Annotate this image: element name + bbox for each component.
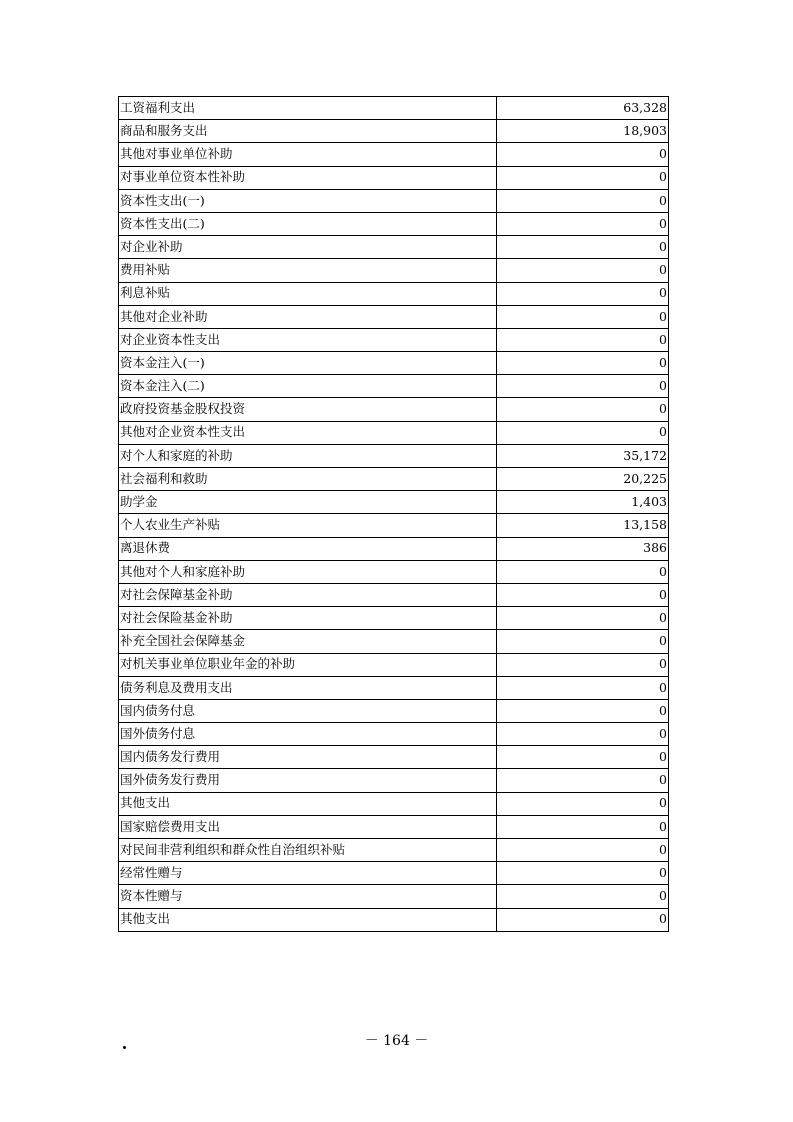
row-label: 其他对事业单位补助 — [119, 143, 497, 166]
row-value: 0 — [497, 583, 669, 606]
row-label: 费用补贴 — [119, 259, 497, 282]
row-value: 0 — [497, 607, 669, 630]
row-label: 个人农业生产补贴 — [119, 514, 497, 537]
table-row — [119, 468, 669, 491]
row-value: 18,903 — [497, 120, 669, 143]
row-value: 0 — [497, 769, 669, 792]
table-row — [119, 653, 669, 676]
row-label: 资本性赠与 — [119, 885, 497, 908]
row-value: 0 — [497, 815, 669, 838]
row-label: 补充全国社会保障基金 — [119, 630, 497, 653]
table-row — [119, 212, 669, 235]
table-row — [119, 421, 669, 444]
row-value: 0 — [497, 723, 669, 746]
row-label: 资本金注入(二) — [119, 375, 497, 398]
row-value: 0 — [497, 328, 669, 351]
dot-mark — [123, 1046, 126, 1049]
table-row — [119, 560, 669, 583]
row-value: 0 — [497, 746, 669, 769]
table-row — [119, 792, 669, 815]
row-label: 其他支出 — [119, 908, 497, 931]
row-value: 0 — [497, 653, 669, 676]
row-value: 0 — [497, 699, 669, 722]
table-row — [119, 885, 669, 908]
row-label: 政府投资基金股权投资 — [119, 398, 497, 421]
row-value: 0 — [497, 630, 669, 653]
row-label: 经常性赠与 — [119, 862, 497, 885]
row-value: 63,328 — [497, 97, 669, 120]
table-row — [119, 491, 669, 514]
row-label: 国内债务付息 — [119, 699, 497, 722]
row-label: 对企业资本性支出 — [119, 328, 497, 351]
row-value: 0 — [497, 676, 669, 699]
page-number: － 164 － — [364, 1033, 429, 1049]
row-value: 0 — [497, 421, 669, 444]
table-row — [119, 583, 669, 606]
row-value: 0 — [497, 259, 669, 282]
table-row — [119, 769, 669, 792]
table-row — [119, 236, 669, 259]
budget-table-body — [119, 97, 669, 932]
row-label: 其他对企业资本性支出 — [119, 421, 497, 444]
row-label: 利息补贴 — [119, 282, 497, 305]
table-row — [119, 676, 669, 699]
table-row — [119, 189, 669, 212]
row-label: 国外债务发行费用 — [119, 769, 497, 792]
row-value: 0 — [497, 839, 669, 862]
row-label: 资本金注入(一) — [119, 352, 497, 375]
row-value: 0 — [497, 398, 669, 421]
row-value: 0 — [497, 189, 669, 212]
row-label: 商品和服务支出 — [119, 120, 497, 143]
row-label: 其他对个人和家庭补助 — [119, 560, 497, 583]
row-value: 386 — [497, 537, 669, 560]
table-row — [119, 166, 669, 189]
row-value: 0 — [497, 282, 669, 305]
row-value: 35,172 — [497, 444, 669, 467]
row-label: 工资福利支出 — [119, 97, 497, 120]
budget-table — [118, 96, 669, 932]
table-row — [119, 699, 669, 722]
table-row — [119, 607, 669, 630]
row-label: 债务利息及费用支出 — [119, 676, 497, 699]
table-row — [119, 444, 669, 467]
row-value: 20,225 — [497, 468, 669, 491]
row-value: 0 — [497, 305, 669, 328]
table-row — [119, 630, 669, 653]
row-value: 0 — [497, 862, 669, 885]
row-label: 资本性支出(二) — [119, 212, 497, 235]
table-row — [119, 97, 669, 120]
row-label: 其他支出 — [119, 792, 497, 815]
row-value: 0 — [497, 143, 669, 166]
table-row — [119, 282, 669, 305]
row-value: 0 — [497, 212, 669, 235]
row-value: 0 — [497, 236, 669, 259]
row-label: 国外债务付息 — [119, 723, 497, 746]
row-label: 社会福利和救助 — [119, 468, 497, 491]
table-row — [119, 514, 669, 537]
table-row — [119, 839, 669, 862]
row-label: 资本性支出(一) — [119, 189, 497, 212]
row-label: 对机关事业单位职业年金的补助 — [119, 653, 497, 676]
table-row — [119, 537, 669, 560]
table-row — [119, 120, 669, 143]
table-row — [119, 352, 669, 375]
row-value: 0 — [497, 885, 669, 908]
row-label: 对企业补助 — [119, 236, 497, 259]
table-row — [119, 328, 669, 351]
row-label: 国内债务发行费用 — [119, 746, 497, 769]
table-row — [119, 259, 669, 282]
row-label: 对社会保障基金补助 — [119, 583, 497, 606]
row-value: 0 — [497, 560, 669, 583]
row-value: 0 — [497, 352, 669, 375]
row-value: 13,158 — [497, 514, 669, 537]
row-label: 国家赔偿费用支出 — [119, 815, 497, 838]
row-label: 对事业单位资本性补助 — [119, 166, 497, 189]
table-row — [119, 375, 669, 398]
row-value: 0 — [497, 166, 669, 189]
row-label: 对社会保险基金补助 — [119, 607, 497, 630]
row-label: 其他对企业补助 — [119, 305, 497, 328]
table-row — [119, 143, 669, 166]
row-label: 对个人和家庭的补助 — [119, 444, 497, 467]
row-label: 助学金 — [119, 491, 497, 514]
table-row — [119, 815, 669, 838]
table-row — [119, 398, 669, 421]
row-value: 0 — [497, 792, 669, 815]
row-label: 对民间非营利组织和群众性自治组织补贴 — [119, 839, 497, 862]
row-label: 离退休费 — [119, 537, 497, 560]
table-row — [119, 746, 669, 769]
row-value: 1,403 — [497, 491, 669, 514]
table-row — [119, 305, 669, 328]
table-row — [119, 908, 669, 931]
table-row — [119, 862, 669, 885]
row-value: 0 — [497, 908, 669, 931]
table-row — [119, 723, 669, 746]
row-value: 0 — [497, 375, 669, 398]
